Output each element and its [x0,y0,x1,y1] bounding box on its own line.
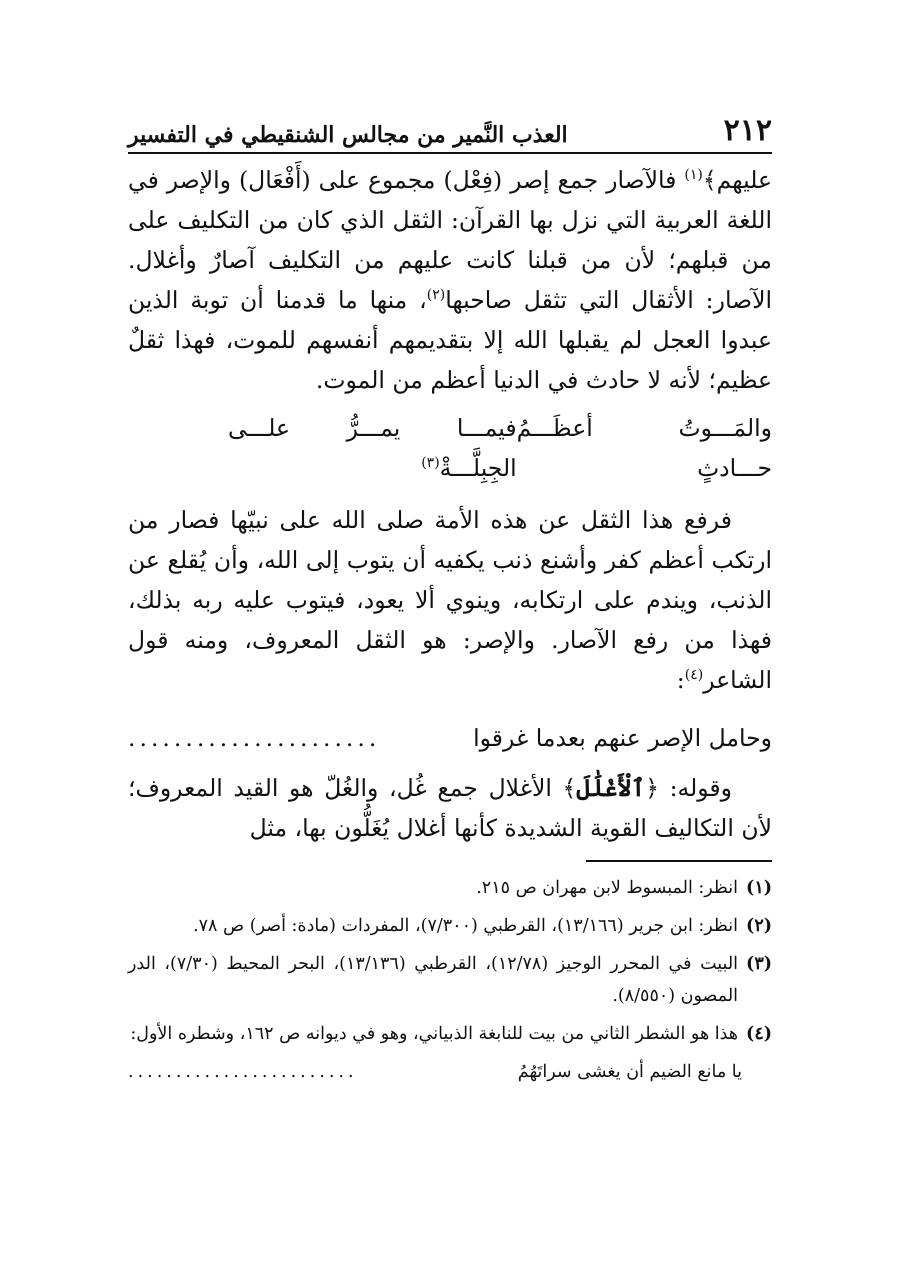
footnote-ref-2: (٢) [426,287,446,304]
footnote-number: (١) [746,878,772,898]
footnote-number: (٤) [746,1024,772,1044]
footnote-separator [586,860,772,862]
verse-2 [128,718,772,758]
verse-2-ellipsis: ...................... [128,724,381,752]
p1-end: ، منها ما قدمنا أن توبة الذين عبدوا العجل لم يقبلها الله إلا بتقديمهم أنفسهم للموت، فهذا ثقلٌ عظيم؛ لأنه لا حادث في الدنيا أعظم من الموت. [128,286,772,394]
p3-start: وقوله: ﴿ [645,774,732,802]
page-header [128,108,772,154]
verse-1-second-text: فيمـــا يمـــرُّ علـــى الجِبِلَّـــةْ [228,414,517,482]
running-title: العذب النَّمير من مجالس الشنقيطي في التفسير [128,122,568,148]
footnote-ref-4: (٤) [684,667,704,684]
verse-1-second-hemistich [128,408,517,488]
verse-1 [128,408,772,488]
paragraph-3 [128,768,772,848]
footnote-text: البيت في المحرر الوجيز (١٢/٧٨)، القرطبي (١٣/١٣٦)، البحر المحيط (٧/٣٠)، الدر المصون (٨/٥٥٠). [128,954,739,1006]
p1-start: عليهم﴾ [702,166,772,194]
footnotes [128,872,772,1088]
p1-middle: فالآصار جمع إصر (فِعْل) مجموع على (أَفْعَال) والإصر في اللغة العربية التي نزل بها القرآن: الثقل الذي كان من التكليف على من قبلهم؛ لأن من قبلنا كانت عليهم من التكليف آصارٌ وأغلال. الآصار: الأثقال التي تثقل صاحبها [128,166,772,314]
footnote-number: (٣) [746,954,772,974]
footnote-verse-first-hemistich: يا مانع الضيم أن يغشى سراتَهُمُ [517,1062,742,1082]
footnote-number: (٢) [746,916,772,936]
verse-2-first-hemistich: وحامل الإصر عنهم بعدما غرقوا [473,724,772,752]
footnote-text: انظر: ابن جرير (١٣/١٦٦)، القرطبي (٧/٣٠٠)، المفردات (مادة: أصر) ص ٧٨. [193,916,739,936]
footnote-text: هذا هو الشطر الثاني من بيت للنابغة الذبياني، وهو في ديوانه ص ١٦٢، وشطره الأول: [130,1024,739,1044]
paragraph-1 [128,160,772,400]
footnote-3 [128,948,772,1012]
p2-colon: : [676,666,685,694]
footnote-ref-1: (١) [684,167,703,184]
quran-word: ٱلْأَغْلَٰلَ [576,774,646,802]
footnote-verse-ellipsis: ........................ [128,1062,358,1082]
footnote-verse [128,1056,772,1088]
footnote-1 [128,872,772,904]
p2-text: فرفع هذا الثقل عن هذه الأمة صلى الله على نبيّها فصار من ارتكب أعظم كفر وأشنع ذنب يكفيه أن يتوب إلى الله، وأن يُقلع عن الذنب، ويندم على ارتكابه، وينوي ألا يعود، فيتوب عليه ربه بذلك، فهذا من رفع الآصار. والإصر: هو الثقل المعروف، ومنه قول الشاعر [128,506,772,694]
p3-end: ﴾ الأغلال جمع غُل، والغُلّ هو القيد المعروف؛ لأن التكاليف القوية الشديدة كأنها أغلال يُغَلُّون بها، مثل [128,774,772,842]
footnote-text: انظر: المبسوط لابن مهران ص ٢١٥. [476,878,739,898]
footnote-4 [128,1018,772,1050]
verse-1-first-hemistich: والمَـــوتُ أعظَـــمُ حـــادثٍ [516,414,772,482]
footnote-2 [128,910,772,942]
page-number: ٢١٢ [723,113,772,148]
footnote-ref-3: (٣) [421,455,440,472]
main-text [128,160,772,848]
paragraph-2 [128,500,772,700]
